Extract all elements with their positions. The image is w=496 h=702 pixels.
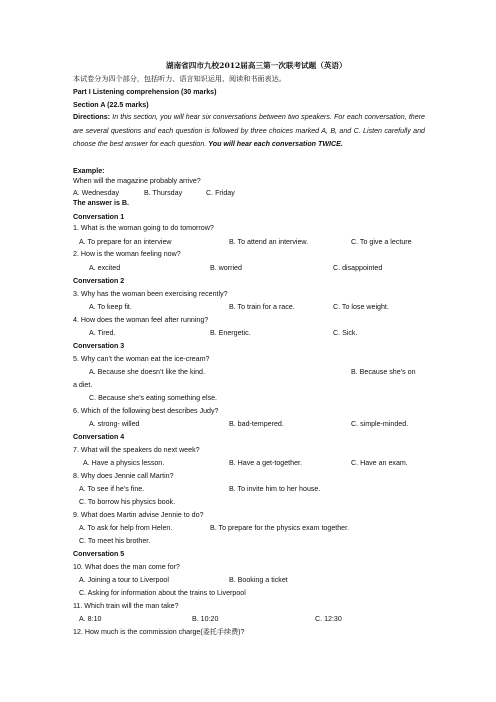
q11-option-c: C. 12:30 xyxy=(315,615,342,623)
conversation-5-heading: Conversation 5 xyxy=(73,550,125,558)
question-1: 1. What is the woman going to do tomorrow? xyxy=(73,224,214,232)
q6-option-a: A. strong- willed xyxy=(89,420,140,428)
directions-paragraph xyxy=(73,111,425,152)
q7-option-b: B. Have a get-together. xyxy=(229,459,302,467)
q5-option-b-continued: a diet. xyxy=(73,381,93,389)
q9-option-b: B. To prepare for the physics exam together. xyxy=(210,524,350,532)
q1-option-b: B. To attend an interview. xyxy=(229,238,309,246)
example-option-a: A. Wednesday xyxy=(73,189,120,197)
directions-label: Directions: xyxy=(73,113,111,121)
section-heading: Section A (22.5 marks) xyxy=(73,101,149,109)
example-option-c: C. Friday xyxy=(206,189,235,197)
q1-option-a: A. To prepare for an interview xyxy=(79,238,172,246)
question-7: 7. What will the speakers do next week? xyxy=(73,446,200,454)
q2-option-a: A. excited xyxy=(89,264,121,272)
q10-option-a: A. Joining a tour to Liverpool xyxy=(79,576,169,584)
q8-option-c: C. To borrow his physics book. xyxy=(79,498,176,506)
q9-option-a: A. To ask for help from Helen. xyxy=(79,524,173,532)
q4-option-a: A. Tired. xyxy=(89,329,116,337)
question-11: 11. Which train will the man take? xyxy=(73,602,179,610)
question-8: 8. Why does Jennie call Martin? xyxy=(73,472,174,480)
q8-option-b: B. To invite him to her house. xyxy=(229,485,321,493)
conversation-4-heading: Conversation 4 xyxy=(73,433,125,441)
q6-option-c: C. simple-minded. xyxy=(351,420,409,428)
q3-option-b: B. To train for a race. xyxy=(229,303,295,311)
part-heading: Part I Listening comprehension (30 marks) xyxy=(73,88,217,96)
q9-option-c: C. To meet his brother. xyxy=(79,537,151,545)
q3-option-c: C. To lose weight. xyxy=(333,303,389,311)
q11-option-b: B. 10:20 xyxy=(192,615,219,623)
example-question: When will the magazine probably arrive? xyxy=(73,177,201,185)
example-answer: The answer is B. xyxy=(73,199,129,207)
q4-option-b: B. Energetic. xyxy=(210,329,251,337)
conversation-2-heading: Conversation 2 xyxy=(73,277,125,285)
conversation-1-heading: Conversation 1 xyxy=(73,213,125,221)
q10-option-b: B. Booking a ticket xyxy=(229,576,288,584)
q2-option-b: B. worried xyxy=(210,264,242,272)
q8-option-a: A. To see if he’s fine. xyxy=(79,485,145,493)
q11-option-a: A. 8:10 xyxy=(79,615,102,623)
q7-option-c: C. Have an exam. xyxy=(351,459,408,467)
question-10: 10. What does the man come for? xyxy=(73,563,180,571)
q5-option-b: B. Because she’s on xyxy=(351,368,416,376)
directions-twice: You will hear each conversation TWICE. xyxy=(208,140,343,149)
q7-option-a: A. Have a physics lesson. xyxy=(83,459,165,467)
question-2: 2. How is the woman feeling now? xyxy=(73,250,181,258)
example-label: Example: xyxy=(73,167,105,175)
q1-option-c: C. To give a lecture xyxy=(351,238,412,246)
q2-option-c: C. disappointed xyxy=(333,264,383,272)
question-3: 3. Why has the woman been exercising recently? xyxy=(73,290,228,298)
question-5: 5. Why can’t the woman eat the ice-cream? xyxy=(73,355,210,363)
intro-text: 本试卷分为四个部分，包括听力、语言知识运用、阅读和书面表达。 xyxy=(73,74,286,83)
conversation-3-heading: Conversation 3 xyxy=(73,342,125,350)
directions-text: In this section, you will hear six conversations between two speakers. For each conversation, there are several questions and each question is followed by three choices marked A, B, and C. Listen carefully and choose the best answer for each question. xyxy=(73,113,425,149)
q5-option-c: C. Because she’s eating something else. xyxy=(89,394,218,402)
example-option-b: B. Thursday xyxy=(144,189,183,197)
document-title: 湖南省四市九校2012届高三第一次联考试题（英语） xyxy=(166,61,347,70)
question-6: 6. Which of the following best describes Judy? xyxy=(73,407,219,415)
q10-option-c: C. Asking for information about the trains to Liverpool xyxy=(79,589,246,597)
q5-option-a: A. Because she doesn’t like the kind. xyxy=(89,368,205,376)
q4-option-c: C. Sick. xyxy=(333,329,358,337)
q6-option-b: B. bad-tempered. xyxy=(229,420,284,428)
q3-option-a: A. To keep fit. xyxy=(89,303,132,311)
question-12: 12. How much is the commission charge(委托手续费)? xyxy=(73,628,245,636)
question-9: 9. What does Martin advise Jennie to do? xyxy=(73,511,204,519)
question-4: 4. How does the woman feel after running? xyxy=(73,316,209,324)
